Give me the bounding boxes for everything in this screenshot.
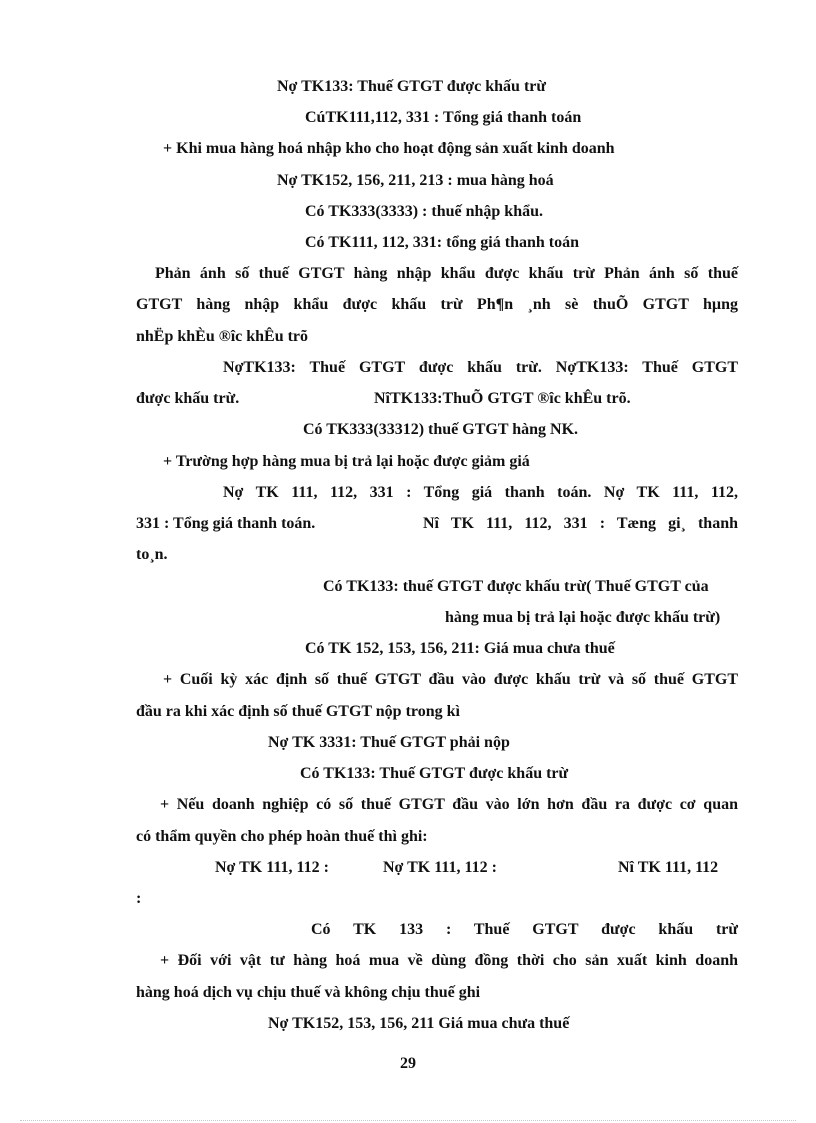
- text-line: có thẩm quyền cho phép hoàn thuế thì ghi:: [136, 828, 428, 845]
- text-line: Nợ TK152, 156, 211, 213 : mua hàng hoá: [277, 172, 554, 189]
- text-line: Có TK 152, 153, 156, 211: Giá mua chưa thuế: [305, 640, 615, 657]
- text-line: NợTK133: Thuế GTGT được khấu trừ. NợTK133: Thuế GTGT: [223, 359, 738, 376]
- text-line: 331 : Tổng giá thanh toán.: [136, 515, 316, 532]
- page-bottom-divider: [20, 1120, 796, 1121]
- text-line: Có TK333(3333) : thuế nhập khẩu.: [305, 203, 543, 220]
- text-line: Có TK 133 : Thuế GTGT được khấu trừ: [311, 921, 738, 938]
- text-line: + Trường hợp hàng mua bị trả lại hoặc được giảm giá: [163, 453, 530, 470]
- text-line: Nî TK 111, 112, 331 : Tæng gi¸ thanh: [423, 515, 738, 532]
- page-number: 29: [400, 1055, 416, 1072]
- text-line: + Khi mua hàng hoá nhập kho cho hoạt động sản xuất kinh doanh: [163, 140, 615, 157]
- text-line: được khấu trừ.: [136, 390, 240, 407]
- text-line: Có TK111, 112, 331: tổng giá thanh toán: [305, 234, 579, 251]
- text-line: + Đối với vật tư hàng hoá mua về dùng đồng thời cho sản xuất kinh doanh: [160, 952, 738, 969]
- text-line: CúTK111,112, 331 : Tổng giá thanh toán: [305, 109, 582, 126]
- text-line: Nợ TK152, 153, 156, 211 Giá mua chưa thuế: [268, 1015, 570, 1032]
- text-line: Có TK333(33312) thuế GTGT hàng NK.: [303, 421, 579, 438]
- text-line: hàng hoá dịch vụ chịu thuế và không chịu thuế ghi: [136, 984, 481, 1001]
- text-line: Có TK133: Thuế GTGT được khấu trừ: [300, 765, 569, 782]
- text-line: + Cuối kỳ xác định số thuế GTGT đầu vào được khấu trừ và số thuế GTGT: [163, 671, 738, 688]
- text-line: Có TK133: thuế GTGT được khấu trừ( Thuế GTGT của: [323, 578, 709, 595]
- text-line: Nợ TK133: Thuế GTGT được khấu trừ: [277, 78, 546, 95]
- text-line: + Nếu doanh nghiệp có số thuế GTGT đầu vào lớn hơn đầu ra được cơ quan: [160, 796, 738, 813]
- text-line: đầu ra khi xác định số thuế GTGT nộp trong kì: [136, 703, 460, 720]
- text-line: Nợ TK 111, 112, 331 : Tổng giá thanh toán. Nợ TK 111, 112,: [223, 484, 738, 501]
- text-line: NîTK133:ThuÕ GTGT ®îc khÊu trõ.: [374, 390, 631, 407]
- text-line: Nî TK 111, 112: [618, 859, 719, 876]
- text-line: nhËp khÈu ®îc khÊu trõ: [136, 328, 309, 345]
- text-line: to¸n.: [136, 546, 168, 563]
- text-line: Nợ TK 111, 112 :: [215, 859, 329, 876]
- text-line: Phản ánh số thuế GTGT hàng nhập khẩu được khấu trừ Phản ánh số thuế: [155, 265, 738, 282]
- text-line: :: [136, 890, 142, 907]
- text-line: GTGT hàng nhập khẩu được khấu trừ Ph¶n ¸nh sè thuÕ GTGT hµng: [136, 296, 738, 313]
- text-line: hàng mua bị trả lại hoặc được khấu trừ): [445, 609, 721, 626]
- text-line: Nợ TK 111, 112 :: [383, 859, 497, 876]
- text-line: Nợ TK 3331: Thuế GTGT phải nộp: [268, 734, 510, 751]
